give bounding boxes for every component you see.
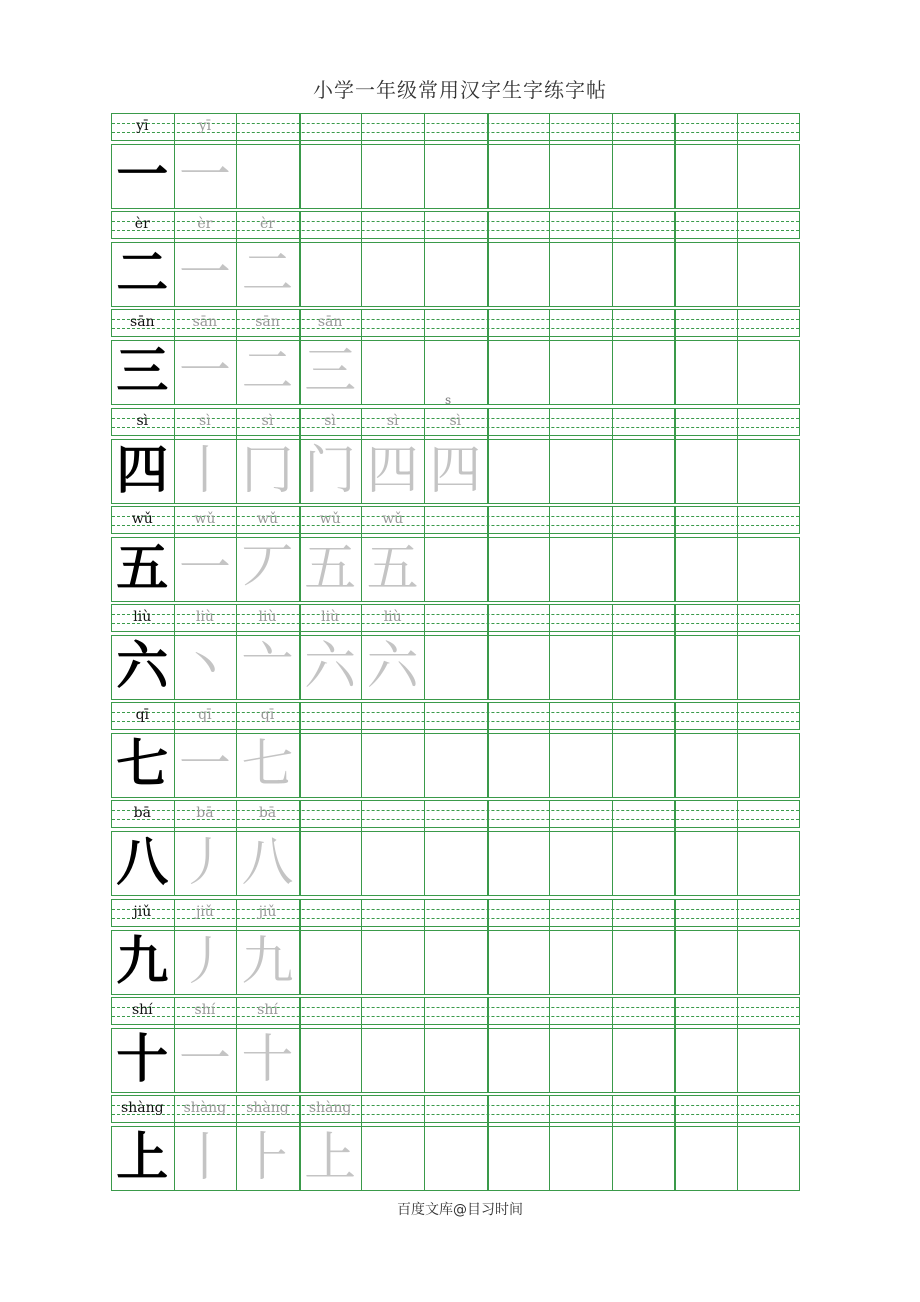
practice-row xyxy=(111,113,800,209)
trace-character-cell xyxy=(236,506,299,602)
column-divider xyxy=(737,604,738,700)
model-character-cell xyxy=(111,899,174,995)
model-character-cell xyxy=(111,1095,174,1191)
stroke-step-character: 三 xyxy=(304,342,357,403)
stray-mark: s xyxy=(445,393,452,407)
column-divider xyxy=(737,997,738,1093)
column-divider xyxy=(549,997,550,1093)
model-character: 十 xyxy=(116,1029,169,1090)
column-divider xyxy=(299,997,301,1093)
trace-pinyin-label: sì xyxy=(199,412,211,429)
column-divider xyxy=(612,800,613,896)
column-divider xyxy=(674,506,676,602)
column-divider xyxy=(361,309,362,405)
trace-character-cell xyxy=(174,702,237,798)
model-character: 九 xyxy=(116,931,169,992)
column-divider xyxy=(612,997,613,1093)
column-divider xyxy=(549,604,550,700)
trace-character-cell xyxy=(361,604,424,700)
column-divider xyxy=(487,800,489,896)
column-divider xyxy=(549,309,550,405)
column-divider xyxy=(674,211,676,307)
stroke-step-character: 五 xyxy=(304,538,357,599)
column-divider xyxy=(674,113,676,209)
column-divider xyxy=(612,309,613,405)
page-title: 小学一年级常用汉字生字练字帖 xyxy=(313,78,607,102)
model-character: 四 xyxy=(116,440,169,501)
stroke-step-character: 一 xyxy=(178,1029,231,1090)
trace-pinyin-label: wǔ xyxy=(256,510,278,527)
trace-character-cell xyxy=(299,506,362,602)
model-character-cell xyxy=(111,408,174,504)
trace-character-cell xyxy=(236,702,299,798)
stroke-step-character: 一 xyxy=(178,538,231,599)
column-divider xyxy=(674,702,676,798)
model-character: 六 xyxy=(116,637,169,697)
trace-character-cell xyxy=(236,1095,299,1191)
column-divider xyxy=(612,1095,613,1191)
trace-pinyin-label: liù xyxy=(195,609,214,625)
column-divider xyxy=(549,211,550,307)
trace-character-cell xyxy=(299,1095,362,1191)
stroke-step-character: 六 xyxy=(304,637,357,697)
column-divider xyxy=(424,800,425,896)
stroke-step-character: 丨 xyxy=(178,440,231,501)
column-divider xyxy=(674,604,676,700)
column-divider xyxy=(487,113,489,209)
stroke-step-character: 丨 xyxy=(178,1128,231,1188)
trace-pinyin-label: wǔ xyxy=(382,510,404,527)
stroke-step-character: 一 xyxy=(178,735,231,796)
column-divider xyxy=(674,1095,676,1191)
trace-character-cell xyxy=(174,113,237,209)
trace-pinyin-label: jiǔ xyxy=(258,903,277,920)
model-character: 一 xyxy=(116,146,169,206)
column-divider xyxy=(549,408,550,504)
column-divider xyxy=(361,211,362,307)
column-divider xyxy=(549,800,550,896)
pinyin-label: shàng xyxy=(121,1100,164,1116)
column-divider xyxy=(487,211,489,307)
column-divider xyxy=(549,113,550,209)
column-divider xyxy=(612,899,613,995)
stroke-step-character: 九 xyxy=(241,931,294,992)
trace-character-cell xyxy=(236,997,299,1093)
column-divider xyxy=(737,211,738,307)
column-divider xyxy=(487,899,489,995)
trace-pinyin-label: liù xyxy=(258,609,277,625)
model-character-cell xyxy=(111,113,174,209)
column-divider xyxy=(487,702,489,798)
column-divider xyxy=(737,408,738,504)
stroke-step-character: 一 xyxy=(178,244,231,305)
practice-row xyxy=(111,1095,800,1191)
column-divider xyxy=(549,1095,550,1191)
column-divider xyxy=(737,309,738,405)
practice-row xyxy=(111,309,800,405)
column-divider xyxy=(674,800,676,896)
column-divider xyxy=(737,899,738,995)
model-character-cell xyxy=(111,309,174,405)
column-divider xyxy=(424,604,425,700)
trace-character-cell xyxy=(174,997,237,1093)
column-divider xyxy=(612,113,613,209)
trace-pinyin-label: sān xyxy=(192,314,218,331)
column-divider xyxy=(612,506,613,602)
model-character: 八 xyxy=(116,833,169,894)
column-divider xyxy=(487,997,489,1093)
stroke-step-character: 八 xyxy=(241,833,294,894)
column-divider xyxy=(299,702,301,798)
trace-character-cell xyxy=(236,309,299,405)
trace-pinyin-label: qī xyxy=(198,707,212,724)
column-divider xyxy=(361,800,362,896)
pinyin-label: sì xyxy=(136,412,149,429)
trace-character-cell xyxy=(174,408,237,504)
stroke-step-character: 十 xyxy=(241,1029,294,1090)
stroke-step-character: 六 xyxy=(366,637,419,697)
stroke-step-character: 门 xyxy=(304,440,357,501)
column-divider xyxy=(487,309,489,405)
trace-pinyin-label: yī xyxy=(198,118,212,134)
column-divider xyxy=(299,113,301,209)
trace-character-cell xyxy=(174,899,237,995)
trace-pinyin-label: wǔ xyxy=(194,510,216,527)
model-character-cell xyxy=(111,800,174,896)
column-divider xyxy=(612,211,613,307)
trace-pinyin-label: qī xyxy=(260,707,275,724)
practice-row xyxy=(111,604,800,700)
column-divider xyxy=(361,997,362,1093)
column-divider xyxy=(424,1095,425,1191)
trace-pinyin-label: bā xyxy=(258,805,277,822)
column-divider xyxy=(549,899,550,995)
pinyin-label: qī xyxy=(135,707,150,724)
stroke-step-character: 丆 xyxy=(241,538,294,599)
column-divider xyxy=(674,899,676,995)
model-character-cell xyxy=(111,702,174,798)
trace-pinyin-label: shàng xyxy=(183,1100,227,1116)
trace-pinyin-label: shàng xyxy=(308,1100,352,1116)
stroke-step-character: 一 xyxy=(178,342,231,403)
model-character: 三 xyxy=(116,342,169,403)
column-divider xyxy=(424,997,425,1093)
trace-pinyin-label: shàng xyxy=(246,1100,289,1116)
trace-pinyin-label: jiǔ xyxy=(195,903,214,920)
column-divider xyxy=(674,408,676,504)
stroke-step-character: 上 xyxy=(304,1128,357,1188)
trace-character-cell xyxy=(299,604,362,700)
pinyin-label: sān xyxy=(130,314,155,331)
column-divider xyxy=(424,506,425,602)
column-divider xyxy=(612,702,613,798)
column-divider xyxy=(674,997,676,1093)
column-divider xyxy=(236,113,237,209)
pinyin-label: èr xyxy=(134,216,150,233)
column-divider xyxy=(737,1095,738,1191)
trace-pinyin-label: èr xyxy=(197,216,213,233)
trace-pinyin-label: sì xyxy=(386,412,399,429)
column-divider xyxy=(549,506,550,602)
column-divider xyxy=(361,899,362,995)
practice-row xyxy=(111,899,800,995)
pinyin-label: shí xyxy=(131,1001,153,1018)
model-character-cell xyxy=(111,997,174,1093)
trace-character-cell xyxy=(174,800,237,896)
stroke-step-character: 丿 xyxy=(178,931,231,992)
column-divider xyxy=(299,899,301,995)
model-character-cell xyxy=(111,506,174,602)
column-divider xyxy=(674,309,676,405)
stroke-step-character: 亠 xyxy=(241,637,294,697)
trace-character-cell xyxy=(361,506,424,602)
column-divider xyxy=(487,604,489,700)
trace-character-cell xyxy=(174,506,237,602)
column-divider xyxy=(361,1095,362,1191)
stroke-step-character: 一 xyxy=(178,146,231,206)
trace-pinyin-label: liù xyxy=(321,609,340,625)
pinyin-label: wǔ xyxy=(131,510,153,527)
trace-character-cell xyxy=(424,408,487,504)
trace-character-cell xyxy=(361,408,424,504)
column-divider xyxy=(361,702,362,798)
column-divider xyxy=(737,702,738,798)
stroke-step-character: 丶 xyxy=(178,637,231,697)
stroke-step-character: 二 xyxy=(241,342,294,403)
column-divider xyxy=(424,702,425,798)
stroke-step-character: 七 xyxy=(241,735,294,796)
trace-pinyin-label: shí xyxy=(194,1001,216,1018)
column-divider xyxy=(424,113,425,209)
model-character-cell xyxy=(111,604,174,700)
stroke-step-character: 冂 xyxy=(241,440,294,501)
pinyin-label: liù xyxy=(133,609,152,625)
trace-pinyin-label: sì xyxy=(324,412,336,429)
trace-character-cell xyxy=(174,1095,237,1191)
stroke-step-character: ⺊ xyxy=(241,1128,294,1188)
column-divider xyxy=(424,899,425,995)
column-divider xyxy=(424,211,425,307)
practice-row xyxy=(111,800,800,896)
trace-pinyin-label: sì xyxy=(449,412,462,429)
column-divider xyxy=(737,506,738,602)
trace-character-cell xyxy=(236,604,299,700)
trace-character-cell xyxy=(236,899,299,995)
column-divider xyxy=(612,408,613,504)
model-character: 上 xyxy=(116,1128,169,1188)
trace-character-cell xyxy=(236,800,299,896)
practice-row xyxy=(111,408,800,504)
page-footer: 百度文库@目习时间 xyxy=(397,1202,523,1218)
trace-pinyin-label: sān xyxy=(255,314,280,331)
column-divider xyxy=(299,800,301,896)
pinyin-label: bā xyxy=(133,805,151,822)
trace-character-cell xyxy=(299,309,362,405)
trace-pinyin-label: èr xyxy=(259,216,275,233)
column-divider xyxy=(487,408,489,504)
column-divider xyxy=(487,1095,489,1191)
stroke-step-character: 二 xyxy=(241,244,294,305)
model-character: 七 xyxy=(116,735,169,796)
trace-pinyin-label: liù xyxy=(383,609,402,625)
trace-character-cell xyxy=(174,604,237,700)
column-divider xyxy=(424,309,425,405)
model-character: 二 xyxy=(116,244,169,305)
practice-row xyxy=(111,506,800,602)
column-divider xyxy=(299,211,301,307)
trace-pinyin-label: wǔ xyxy=(319,510,341,527)
practice-row xyxy=(111,211,800,307)
column-divider xyxy=(612,604,613,700)
stroke-step-character: 四 xyxy=(366,440,419,501)
stroke-step-character: 四 xyxy=(429,440,482,501)
trace-character-cell xyxy=(174,211,237,307)
column-divider xyxy=(737,113,738,209)
practice-row xyxy=(111,997,800,1093)
trace-character-cell xyxy=(174,309,237,405)
stroke-step-character: 丿 xyxy=(178,833,231,894)
column-divider xyxy=(737,800,738,896)
trace-pinyin-label: sì xyxy=(261,412,274,429)
pinyin-label: jiǔ xyxy=(133,903,152,920)
pinyin-label: yī xyxy=(136,118,149,134)
model-character-cell xyxy=(111,211,174,307)
model-character: 五 xyxy=(116,538,169,599)
column-divider xyxy=(487,506,489,602)
practice-row xyxy=(111,702,800,798)
trace-pinyin-label: sān xyxy=(317,314,343,331)
column-divider xyxy=(549,702,550,798)
trace-character-cell xyxy=(299,408,362,504)
trace-pinyin-label: shí xyxy=(257,1001,278,1018)
trace-pinyin-label: bā xyxy=(196,805,214,822)
trace-character-cell xyxy=(236,408,299,504)
trace-character-cell xyxy=(236,211,299,307)
stroke-step-character: 五 xyxy=(366,538,419,599)
column-divider xyxy=(361,113,362,209)
